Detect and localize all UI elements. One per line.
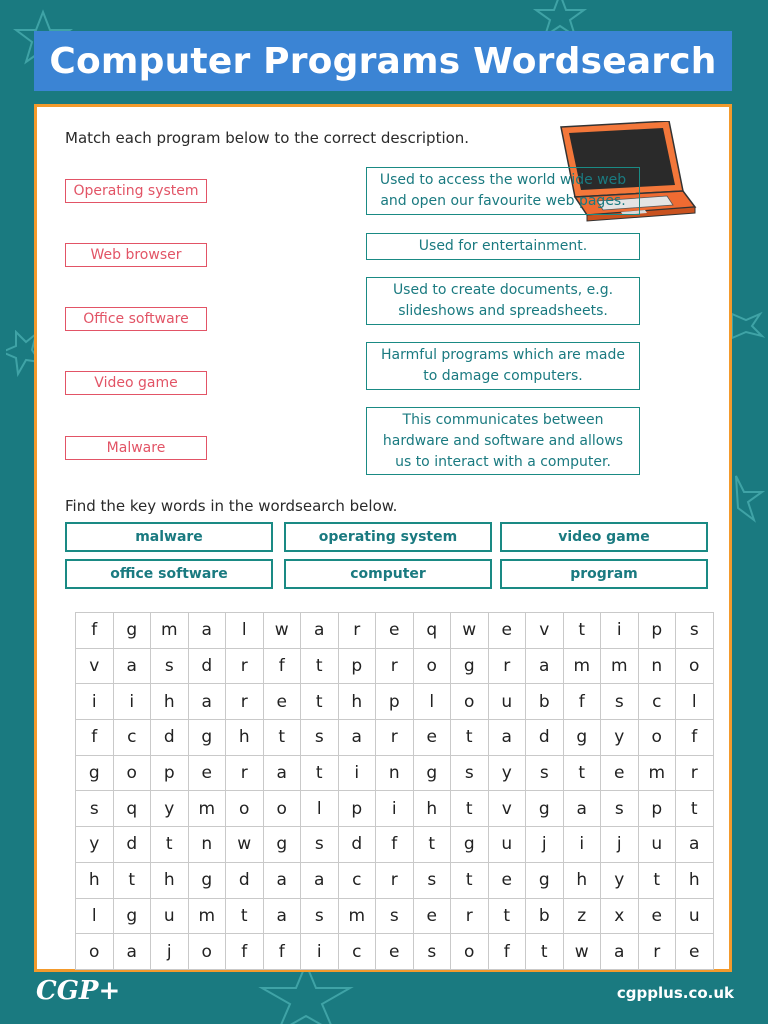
grid-cell[interactable]: o	[188, 934, 226, 970]
keyword-video-game: video game	[500, 522, 708, 552]
grid-cell[interactable]: f	[76, 613, 114, 649]
grid-cell[interactable]: t	[526, 934, 564, 970]
grid-cell[interactable]: f	[488, 934, 526, 970]
grid-cell[interactable]: i	[301, 934, 339, 970]
grid-cell[interactable]: a	[601, 934, 639, 970]
grid-cell[interactable]: h	[151, 862, 189, 898]
grid-cell[interactable]: g	[413, 755, 451, 791]
grid-cell[interactable]: g	[451, 827, 489, 863]
grid-cell[interactable]: p	[338, 791, 376, 827]
grid-cell[interactable]: c	[638, 684, 676, 720]
grid-cell[interactable]: g	[188, 862, 226, 898]
grid-cell[interactable]: b	[526, 684, 564, 720]
grid-cell[interactable]: u	[676, 898, 714, 934]
grid-cell[interactable]: e	[188, 755, 226, 791]
grid-cell[interactable]: g	[76, 755, 114, 791]
grid-cell[interactable]: f	[76, 720, 114, 756]
grid-cell[interactable]: i	[376, 791, 414, 827]
keyword-computer: computer	[284, 559, 492, 589]
grid-cell[interactable]: i	[601, 613, 639, 649]
grid-cell[interactable]: l	[413, 684, 451, 720]
grid-cell[interactable]: s	[76, 791, 114, 827]
grid-cell[interactable]: r	[226, 648, 264, 684]
star-icon	[728, 310, 768, 340]
description-box-entertainment[interactable]: Used for entertainment.	[366, 233, 640, 260]
grid-cell[interactable]: t	[413, 827, 451, 863]
grid-cell[interactable]: y	[601, 862, 639, 898]
grid-cell[interactable]: t	[263, 720, 301, 756]
title-bar	[34, 31, 732, 91]
wordsearch-grid	[75, 612, 714, 970]
grid-cell[interactable]: e	[676, 934, 714, 970]
grid-cell[interactable]: t	[563, 613, 601, 649]
grid-cell[interactable]: e	[488, 613, 526, 649]
grid-cell[interactable]: e	[413, 898, 451, 934]
grid-cell[interactable]: f	[676, 720, 714, 756]
grid-cell[interactable]: h	[151, 684, 189, 720]
grid-cell[interactable]: r	[376, 720, 414, 756]
grid-cell[interactable]: m	[338, 898, 376, 934]
grid-cell[interactable]: e	[638, 898, 676, 934]
grid-cell[interactable]: m	[151, 613, 189, 649]
grid-cell[interactable]: a	[113, 934, 151, 970]
grid-cell[interactable]: o	[76, 934, 114, 970]
grid-cell[interactable]: g	[188, 720, 226, 756]
grid-cell[interactable]: r	[226, 755, 264, 791]
grid-cell[interactable]: d	[338, 827, 376, 863]
grid-cell[interactable]: e	[376, 613, 414, 649]
grid-cell[interactable]: c	[338, 934, 376, 970]
grid-cell[interactable]: t	[451, 720, 489, 756]
program-box-operating-system[interactable]: Operating system	[65, 179, 207, 203]
grid-cell[interactable]: s	[413, 862, 451, 898]
grid-cell[interactable]: g	[451, 648, 489, 684]
grid-cell[interactable]: p	[338, 648, 376, 684]
grid-cell[interactable]: a	[338, 720, 376, 756]
grid-cell[interactable]: m	[638, 755, 676, 791]
grid-row	[76, 648, 714, 684]
grid-cell[interactable]: a	[188, 684, 226, 720]
grid-cell[interactable]: y	[76, 827, 114, 863]
grid-cell[interactable]: a	[113, 648, 151, 684]
grid-cell[interactable]: o	[113, 755, 151, 791]
grid-cell[interactable]: y	[151, 791, 189, 827]
grid-cell[interactable]: l	[76, 898, 114, 934]
grid-cell[interactable]: l	[301, 791, 339, 827]
grid-cell[interactable]: n	[638, 648, 676, 684]
grid-row	[76, 755, 714, 791]
program-box-web-browser[interactable]: Web browser	[65, 243, 207, 267]
grid-cell[interactable]: o	[638, 720, 676, 756]
grid-cell[interactable]: u	[488, 827, 526, 863]
grid-cell[interactable]: c	[113, 720, 151, 756]
grid-cell[interactable]: y	[488, 755, 526, 791]
grid-cell[interactable]: l	[676, 684, 714, 720]
grid-cell[interactable]: a	[263, 755, 301, 791]
grid-cell[interactable]: s	[451, 755, 489, 791]
grid-cell[interactable]: r	[451, 898, 489, 934]
grid-cell[interactable]: g	[263, 827, 301, 863]
program-box-office-software[interactable]: Office software	[65, 307, 207, 331]
grid-cell[interactable]: s	[301, 827, 339, 863]
grid-cell[interactable]: s	[676, 613, 714, 649]
grid-cell[interactable]: v	[488, 791, 526, 827]
grid-cell[interactable]: t	[451, 862, 489, 898]
grid-cell[interactable]: v	[76, 648, 114, 684]
grid-cell[interactable]: x	[601, 898, 639, 934]
keyword-office-software: office software	[65, 559, 273, 589]
grid-cell[interactable]: p	[638, 613, 676, 649]
grid-cell[interactable]: w	[263, 613, 301, 649]
grid-cell[interactable]: z	[563, 898, 601, 934]
grid-cell[interactable]: g	[526, 791, 564, 827]
grid-cell[interactable]: f	[563, 684, 601, 720]
grid-cell[interactable]: y	[601, 720, 639, 756]
grid-cell[interactable]: t	[638, 862, 676, 898]
grid-cell[interactable]: a	[563, 791, 601, 827]
grid-cell[interactable]: o	[413, 648, 451, 684]
grid-cell[interactable]: w	[226, 827, 264, 863]
grid-cell[interactable]: s	[376, 898, 414, 934]
grid-cell[interactable]: h	[413, 791, 451, 827]
grid-row	[76, 827, 714, 863]
keyword-operating-system: operating system	[284, 522, 492, 552]
grid-cell[interactable]: o	[451, 684, 489, 720]
grid-row	[76, 791, 714, 827]
description-box-documents[interactable]: Used to create documents, e.g. slideshows and spreadsheets.	[366, 277, 640, 325]
grid-cell[interactable]: t	[488, 898, 526, 934]
grid-cell[interactable]: o	[263, 791, 301, 827]
grid-cell[interactable]: t	[301, 755, 339, 791]
grid-cell[interactable]: s	[301, 898, 339, 934]
grid-cell[interactable]: a	[676, 827, 714, 863]
grid-cell[interactable]: t	[563, 755, 601, 791]
grid-cell[interactable]: p	[376, 684, 414, 720]
grid-cell[interactable]: t	[301, 684, 339, 720]
grid-cell[interactable]: t	[451, 791, 489, 827]
find-instruction: Find the key words in the wordsearch below.	[65, 497, 398, 515]
grid-cell[interactable]: o	[226, 791, 264, 827]
grid-row	[76, 613, 714, 649]
grid-cell[interactable]: e	[376, 934, 414, 970]
grid-cell[interactable]: w	[563, 934, 601, 970]
grid-cell[interactable]: v	[526, 613, 564, 649]
grid-cell[interactable]: a	[263, 898, 301, 934]
grid-cell[interactable]: t	[676, 791, 714, 827]
cgp-logo: CGP+	[36, 976, 121, 1006]
grid-cell[interactable]: d	[226, 862, 264, 898]
grid-cell[interactable]: a	[488, 720, 526, 756]
grid-cell[interactable]: a	[526, 648, 564, 684]
grid-cell[interactable]: q	[113, 791, 151, 827]
grid-cell[interactable]: h	[676, 862, 714, 898]
grid-cell[interactable]: g	[113, 613, 151, 649]
grid-cell[interactable]: j	[151, 934, 189, 970]
grid-cell[interactable]: h	[338, 684, 376, 720]
grid-cell[interactable]: a	[188, 613, 226, 649]
grid-cell[interactable]: r	[226, 684, 264, 720]
grid-cell[interactable]: q	[413, 613, 451, 649]
match-instruction: Match each program below to the correct description.	[65, 129, 470, 147]
grid-cell[interactable]: o	[451, 934, 489, 970]
grid-cell[interactable]: t	[113, 862, 151, 898]
grid-cell[interactable]: e	[263, 684, 301, 720]
page-title: Computer Programs Wordsearch	[49, 40, 717, 82]
grid-cell[interactable]: h	[563, 862, 601, 898]
grid-cell[interactable]: w	[451, 613, 489, 649]
grid-row	[76, 720, 714, 756]
grid-cell[interactable]: r	[638, 934, 676, 970]
grid-row	[76, 934, 714, 970]
grid-cell[interactable]: m	[601, 648, 639, 684]
grid-cell[interactable]: m	[188, 898, 226, 934]
grid-cell[interactable]: g	[113, 898, 151, 934]
grid-cell[interactable]: r	[376, 648, 414, 684]
grid-cell[interactable]: d	[526, 720, 564, 756]
grid-cell[interactable]: i	[76, 684, 114, 720]
grid-cell[interactable]: g	[563, 720, 601, 756]
grid-cell[interactable]: f	[226, 934, 264, 970]
grid-cell[interactable]: g	[526, 862, 564, 898]
grid-cell[interactable]: h	[76, 862, 114, 898]
grid-cell[interactable]: p	[151, 755, 189, 791]
description-box-web[interactable]: Used to access the world wide web and open our favourite web pages.	[366, 167, 640, 215]
grid-cell[interactable]: l	[226, 613, 264, 649]
grid-cell[interactable]: s	[601, 791, 639, 827]
grid-cell[interactable]: c	[338, 862, 376, 898]
grid-cell[interactable]: f	[263, 934, 301, 970]
grid-cell[interactable]: e	[601, 755, 639, 791]
grid-cell[interactable]: r	[676, 755, 714, 791]
star-icon	[728, 470, 768, 530]
grid-cell[interactable]: s	[601, 684, 639, 720]
grid-cell[interactable]: a	[263, 862, 301, 898]
grid-cell[interactable]: a	[301, 862, 339, 898]
grid-cell[interactable]: s	[526, 755, 564, 791]
grid-cell[interactable]: e	[488, 862, 526, 898]
grid-cell[interactable]: p	[638, 791, 676, 827]
grid-cell[interactable]: s	[301, 720, 339, 756]
grid-cell[interactable]: n	[376, 755, 414, 791]
description-box-harmful[interactable]: Harmful programs which are made to damage computers.	[366, 342, 640, 390]
grid-cell[interactable]: u	[488, 684, 526, 720]
grid-cell[interactable]: t	[301, 648, 339, 684]
grid-cell[interactable]: r	[338, 613, 376, 649]
keyword-malware: malware	[65, 522, 273, 552]
grid-cell[interactable]: u	[151, 898, 189, 934]
grid-cell[interactable]: r	[488, 648, 526, 684]
grid-cell[interactable]: o	[676, 648, 714, 684]
grid-cell[interactable]: b	[526, 898, 564, 934]
grid-cell[interactable]: m	[188, 791, 226, 827]
grid-cell[interactable]: f	[263, 648, 301, 684]
grid-cell[interactable]: d	[151, 720, 189, 756]
grid-cell[interactable]: s	[151, 648, 189, 684]
grid-row	[76, 862, 714, 898]
program-box-video-game[interactable]: Video game	[65, 371, 207, 395]
grid-cell[interactable]: i	[113, 684, 151, 720]
grid-cell[interactable]: i	[338, 755, 376, 791]
grid-cell[interactable]: d	[188, 648, 226, 684]
grid-cell[interactable]: f	[376, 827, 414, 863]
grid-cell[interactable]: d	[113, 827, 151, 863]
keyword-program: program	[500, 559, 708, 589]
worksheet-panel	[34, 104, 732, 972]
grid-cell[interactable]: r	[376, 862, 414, 898]
grid-cell[interactable]: j	[601, 827, 639, 863]
grid-cell[interactable]: m	[563, 648, 601, 684]
grid-cell[interactable]: u	[638, 827, 676, 863]
grid-cell[interactable]: a	[301, 613, 339, 649]
grid-row	[76, 898, 714, 934]
grid-cell[interactable]: t	[226, 898, 264, 934]
program-box-malware[interactable]: Malware	[65, 436, 207, 460]
grid-cell[interactable]: h	[226, 720, 264, 756]
footer-url[interactable]: cgpplus.co.uk	[616, 984, 734, 1002]
grid-cell[interactable]: n	[188, 827, 226, 863]
grid-cell[interactable]: i	[563, 827, 601, 863]
description-box-os[interactable]: This communicates between hardware and software and allows us to interact with a computer.	[366, 407, 640, 475]
grid-cell[interactable]: s	[413, 934, 451, 970]
grid-cell[interactable]: t	[151, 827, 189, 863]
grid-cell[interactable]: e	[413, 720, 451, 756]
grid-row	[76, 684, 714, 720]
grid-cell[interactable]: j	[526, 827, 564, 863]
